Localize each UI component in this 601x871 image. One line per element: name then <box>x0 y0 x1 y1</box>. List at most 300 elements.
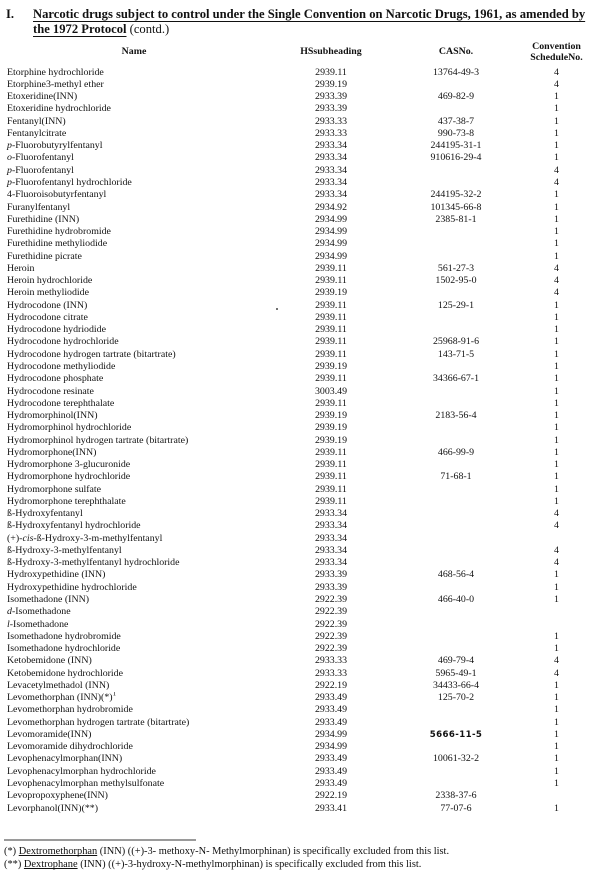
table-row <box>3 226 598 238</box>
cas-no-cell <box>397 435 515 447</box>
hs-subheading-cell: 2933.39 <box>314 581 348 593</box>
schedule-no-cell: 4 <box>554 164 559 176</box>
schedule-no-cell: 4 <box>554 262 559 274</box>
drug-name-cell: Levomoramide dihydrochloride <box>7 741 133 753</box>
hs-subheading-cell: 2934.99 <box>314 741 348 753</box>
table-row <box>3 251 598 263</box>
table-row <box>3 803 598 815</box>
cas-no-cell <box>397 508 515 520</box>
table-row <box>3 103 598 115</box>
hs-subheading-cell: 2933.39 <box>314 91 348 103</box>
footnote <box>4 859 601 871</box>
schedule-no-cell: 1 <box>554 385 559 397</box>
hs-subheading-cell: 2922.39 <box>314 594 348 606</box>
footnote-list <box>4 846 601 871</box>
cas-no-cell <box>397 226 515 238</box>
schedule-no-cell: 4 <box>554 176 559 188</box>
schedule-no-cell: 1 <box>554 643 559 655</box>
drug-name-cell: Levopropoxyphene(INN) <box>7 790 108 802</box>
table-body <box>3 67 598 815</box>
schedule-no-cell: 1 <box>554 250 559 262</box>
table-row <box>3 569 598 581</box>
drug-name-cell: ß-Hydroxy-3-methylfentanyl <box>7 544 122 556</box>
hs-subheading-cell: 2933.49 <box>314 716 348 728</box>
footnote-term: Dextromethorphan <box>18 845 98 857</box>
hs-subheading-cell: 2933.34 <box>314 520 348 532</box>
drug-name-cell: Etoxeridine(INN) <box>7 91 78 103</box>
cas-no-cell <box>397 606 515 618</box>
hs-subheading-cell: 2934.92 <box>314 201 348 213</box>
schedule-no-cell: 1 <box>554 397 559 409</box>
table-row <box>3 594 598 606</box>
cas-no-cell <box>397 79 515 91</box>
hs-subheading-cell: 2939.11 <box>315 262 347 274</box>
column-header-hs-subheading: HSsubheading <box>300 46 362 58</box>
footnote-term: Dextrophane <box>23 858 78 870</box>
cas-no-cell <box>397 545 515 557</box>
hs-subheading-cell: 2939.11 <box>315 483 347 495</box>
drug-name-cell: Hydrocodone hydrochloride <box>7 336 119 348</box>
drug-name-cell: ß-Hydroxy-3-methylfentanyl hydrochloride <box>7 557 180 569</box>
section-numeral: I. <box>6 7 15 21</box>
hs-subheading-cell: 2933.34 <box>314 152 348 164</box>
drug-name-cell: Isomethadone (INN) <box>7 594 89 606</box>
cas-no-cell <box>397 741 515 753</box>
schedule-no-cell: 4 <box>554 508 559 520</box>
drug-name-cell: ß-Hydroxyfentanyl <box>7 508 83 520</box>
cas-no-cell <box>397 631 515 643</box>
schedule-no-cell: 1 <box>554 238 559 250</box>
drug-name-cell: Furethidine (INN) <box>7 213 80 225</box>
drug-name-cell: Hydrocodone (INN) <box>7 299 88 311</box>
schedule-no-cell: 4 <box>554 667 559 679</box>
hs-subheading-cell: 2933.33 <box>314 667 348 679</box>
hs-subheading-cell: 2933.34 <box>314 508 348 520</box>
table-row <box>3 165 598 177</box>
table-row <box>3 140 598 152</box>
cas-no-cell: 1502-95-0 <box>435 275 477 287</box>
drug-name-cell: Levomethorphan hydrogen tartrate (bitartrate) <box>7 716 190 728</box>
schedule-no-cell: 4 <box>554 520 559 532</box>
cas-no-cell <box>397 238 515 250</box>
table-row <box>3 668 598 680</box>
hs-subheading-cell: 2939.19 <box>314 434 348 446</box>
drug-name-cell: Furethidine hydrobromide <box>7 226 111 238</box>
drug-name-cell: d-Isomethadone <box>7 606 71 618</box>
table-row <box>3 557 598 569</box>
schedule-no-cell: 1 <box>554 103 559 115</box>
cas-no-cell: 143-71-5 <box>437 348 475 360</box>
footnotes-section <box>4 839 601 871</box>
hs-subheading-cell: 2933.39 <box>314 103 348 115</box>
cas-no-cell: 466-40-0 <box>437 594 475 606</box>
schedule-no-cell: 4 <box>554 66 559 78</box>
table-row <box>3 214 598 226</box>
drug-name-cell: Etorphine hydrochloride <box>7 66 104 78</box>
table-row <box>3 655 598 667</box>
cas-no-cell: 13764-49-3 <box>432 66 480 78</box>
hs-subheading-cell: 2939.19 <box>314 360 348 372</box>
drug-name-cell: Levomethorphan $(INN)(*)^1$ <box>7 692 117 704</box>
drug-name-cell: Hydrocodone terephthalate <box>7 397 115 409</box>
drug-name-cell: Heroin hydrochloride <box>7 275 93 287</box>
cas-no-cell <box>397 422 515 434</box>
table-row <box>3 373 598 385</box>
column-header-convention-schedule <box>515 41 598 67</box>
table-row <box>3 79 598 91</box>
table-row <box>3 336 598 348</box>
schedule-no-cell: 4 <box>554 544 559 556</box>
schedule-no-cell: 1 <box>554 679 559 691</box>
schedule-no-cell: 4 <box>554 287 559 299</box>
drug-name-cell: Levacetylmethadol (INN) <box>7 679 110 691</box>
hs-subheading-cell: 2922.19 <box>314 790 348 802</box>
cas-no-cell <box>397 251 515 263</box>
drug-name-cell: Fentanylcitrate <box>7 127 67 139</box>
schedule-no-cell: 1 <box>554 115 559 127</box>
table-row <box>3 680 598 692</box>
cas-no-cell: 77-07-6 <box>440 802 472 814</box>
cas-no-cell: 466-99-9 <box>437 446 475 458</box>
table-row <box>3 766 598 778</box>
hs-subheading-cell: 3003.49 <box>314 385 348 397</box>
column-header-cas-no: CASNo. <box>438 46 474 58</box>
hs-subheading-cell: 2933.49 <box>314 765 348 777</box>
drug-name-cell: l-Isomethadone <box>7 618 69 630</box>
footnote <box>4 846 601 859</box>
cas-no-cell: 2385-81-1 <box>435 213 477 225</box>
drug-name-cell: Fentanyl(INN) <box>7 115 66 127</box>
table-row <box>3 91 598 103</box>
schedule-no-cell: 1 <box>554 373 559 385</box>
hs-subheading-cell: 2939.11 <box>315 275 347 287</box>
hs-subheading-cell: 2933.39 <box>314 569 348 581</box>
table-header-row <box>3 41 598 67</box>
cas-no-cell: 469-79-4 <box>437 655 475 667</box>
table-row <box>3 435 598 447</box>
schedule-no-cell: 1 <box>554 753 559 765</box>
drug-name-cell: Hydromorphone terephthalate <box>7 495 126 507</box>
cas-no-cell <box>397 557 515 569</box>
hs-subheading-cell: 2939.11 <box>315 373 347 385</box>
hs-subheading-cell: 2939.11 <box>315 299 347 311</box>
hs-subheading-cell: 2933.34 <box>314 189 348 201</box>
drug-name-cell: Levophenacylmorphan hydrochloride <box>7 765 156 777</box>
table-row <box>3 447 598 459</box>
drug-name-cell: Furethidine picrate <box>7 250 82 262</box>
drug-name-cell: Hydrocodone hydrogen tartrate (bitartrate) <box>7 348 176 360</box>
schedule-no-cell: 1 <box>554 495 559 507</box>
drug-name-cell: Etorphine3-methyl ether <box>7 78 104 90</box>
hs-subheading-cell: 2933.49 <box>314 704 348 716</box>
hs-subheading-cell: 2933.33 <box>314 115 348 127</box>
table-row <box>3 545 598 557</box>
column-header-name: Name <box>121 46 147 58</box>
schedule-no-cell: 1 <box>554 802 559 814</box>
table-row <box>3 67 598 79</box>
hs-subheading-cell: 2934.99 <box>314 213 348 225</box>
cas-no-cell: 5965-49-1 <box>435 667 477 679</box>
drug-name-cell: p-Fluorofentanyl hydrochloride <box>7 176 132 188</box>
speck-artifact <box>276 308 278 310</box>
schedule-no-cell: 1 <box>554 189 559 201</box>
table-row <box>3 582 598 594</box>
cas-no-cell <box>397 778 515 790</box>
cas-no-cell <box>397 398 515 410</box>
table-row <box>3 422 598 434</box>
title-suffix: (contd.) <box>126 22 170 36</box>
cas-no-cell <box>397 312 515 324</box>
schedule-no-cell: 1 <box>554 324 559 336</box>
cas-no-cell: 990-73-8 <box>437 127 475 139</box>
drug-name-cell: ß-Hydroxyfentanyl hydrochloride <box>7 520 141 532</box>
hs-subheading-cell: 2939.19 <box>314 287 348 299</box>
schedule-no-cell: 1 <box>554 226 559 238</box>
cas-no-cell <box>397 165 515 177</box>
schedule-no-cell <box>515 790 598 802</box>
schedule-no-cell: 1 <box>554 765 559 777</box>
hs-subheading-cell: 2933.34 <box>314 532 348 544</box>
document-title <box>0 0 601 37</box>
hs-subheading-cell: 2939.11 <box>315 311 347 323</box>
cas-no-cell: 910616-29-4 <box>430 152 482 164</box>
cas-no-cell: 469-82-9 <box>437 91 475 103</box>
table-row <box>3 606 598 618</box>
hs-subheading-cell: 2939.11 <box>315 397 347 409</box>
schedule-no-cell: 1 <box>554 446 559 458</box>
schedule-no-cell: 1 <box>554 91 559 103</box>
table-row <box>3 741 598 753</box>
hs-subheading-cell: 2939.11 <box>315 459 347 471</box>
cas-no-cell <box>397 582 515 594</box>
hs-subheading-cell: 2922.39 <box>314 618 348 630</box>
schedule-no-cell <box>515 619 598 631</box>
hs-subheading-cell: 2939.11 <box>315 495 347 507</box>
convention-line1: Convention <box>532 41 581 52</box>
table-row <box>3 324 598 336</box>
table-row <box>3 177 598 189</box>
drug-name-cell: Hydromorphinol hydrochloride <box>7 422 132 434</box>
footnote-text: (INN) ((+)-3- methoxy-N- Methylmorphinan) is specifically excluded from this list. <box>97 845 450 857</box>
cas-no-cell <box>397 386 515 398</box>
hs-subheading-cell: 2933.49 <box>314 778 348 789</box>
drug-name-cell: Hydromorphinol hydrogen tartrate (bitartrate) <box>7 434 189 446</box>
drug-name-cell: Furanylfentanyl <box>7 201 71 213</box>
schedule-no-cell: 1 <box>554 483 559 495</box>
schedule-no-cell: 1 <box>554 410 559 422</box>
cas-no-cell <box>397 520 515 532</box>
table-row <box>3 717 598 729</box>
table-row <box>3 238 598 250</box>
schedule-no-cell: 1 <box>554 213 559 225</box>
drug-name-cell: Levophenacylmorphan(INN) <box>7 753 123 765</box>
table-row <box>3 386 598 398</box>
hs-subheading-cell: 2934.99 <box>314 238 348 250</box>
drug-name-cell: (+)-cis-ß-Hydroxy-3-m-methylfentanyl <box>7 532 163 544</box>
hs-subheading-cell: 2933.34 <box>314 140 348 152</box>
drug-name-cell: Furethidine methyliodide <box>7 238 108 250</box>
cas-no-cell <box>397 361 515 373</box>
cas-no-cell: 125-70-2 <box>437 692 475 704</box>
hs-subheading-cell: 2939.11 <box>315 348 347 360</box>
schedule-no-cell: 4 <box>554 275 559 287</box>
schedule-no-cell: 1 <box>554 459 559 471</box>
schedule-no-cell: 1 <box>554 581 559 593</box>
hs-subheading-cell: 2933.34 <box>314 544 348 556</box>
schedule-no-cell: 4 <box>554 78 559 90</box>
hs-subheading-cell: 2922.39 <box>314 630 348 642</box>
schedule-no-cell: 1 <box>554 360 559 372</box>
cas-no-cell <box>397 484 515 496</box>
footnote-rule <box>4 839 196 841</box>
drug-name-cell: p-Fluorobutyrylfentanyl <box>7 140 103 152</box>
table-row <box>3 349 598 361</box>
footnote-marker: (*) <box>4 845 19 857</box>
schedule-no-cell: 1 <box>554 127 559 139</box>
hs-subheading-cell: 2939.19 <box>314 78 348 90</box>
schedule-no-cell: 1 <box>554 778 559 789</box>
hs-subheading-cell: 2933.34 <box>314 176 348 188</box>
table-row <box>3 263 598 275</box>
schedule-no-cell: 1 <box>554 716 559 728</box>
drug-name-cell: Isomethadone hydrobromide <box>7 630 121 642</box>
cas-no-cell: 25968-91-6 <box>432 336 480 348</box>
hs-subheading-cell: 2922.39 <box>314 643 348 655</box>
hs-subheading-cell: 2939.11 <box>315 471 347 483</box>
cas-no-cell: 244195-31-1 <box>430 140 482 152</box>
drug-name-cell: Hydrocodone resinate <box>7 385 94 397</box>
table-row <box>3 533 598 545</box>
footnote-text: (INN) ((+)-3-hydroxy-N-methylmorphinan) is specifically excluded from this list. <box>77 858 422 870</box>
drug-name-cell: Hydromorphone sulfate <box>7 483 102 495</box>
title-main: Narcotic drugs subject to control under the Single Convention on Narcotic Drugs, 1961, as amended by the 1972 Protocol <box>33 7 586 36</box>
hs-subheading-cell: 2933.49 <box>314 753 348 765</box>
drug-name-cell: Hydroxypethidine (INN) <box>7 569 106 581</box>
cas-no-cell <box>397 103 515 115</box>
table-row <box>3 128 598 140</box>
cas-no-cell <box>397 177 515 189</box>
drug-name-cell: Hydromorphinol(INN) <box>7 410 98 422</box>
drug-name-cell: Levomethorphan hydrobromide <box>7 704 133 716</box>
table-row <box>3 361 598 373</box>
table-row <box>3 410 598 422</box>
hs-subheading-cell: 2939.11 <box>315 446 347 458</box>
table-row <box>3 753 598 765</box>
hs-subheading-cell: 2933.41 <box>314 802 348 814</box>
drug-name-cell: Heroin <box>7 262 35 274</box>
hs-subheading-cell: 2933.34 <box>314 557 348 569</box>
table-row <box>3 116 598 128</box>
schedule-no-cell: 1 <box>554 311 559 323</box>
cas-no-cell <box>397 643 515 655</box>
hs-subheading-cell: 2939.19 <box>314 422 348 434</box>
cas-no-cell: 10061-32-2 <box>432 753 480 765</box>
hs-subheading-cell: 2934.99 <box>314 728 348 740</box>
cas-no-cell <box>397 533 515 545</box>
schedule-no-cell <box>515 606 598 618</box>
table-row <box>3 692 598 704</box>
drug-name-cell: Levorphanol(INN)(**) <box>7 802 99 814</box>
schedule-no-cell: 1 <box>554 434 559 446</box>
table-row <box>3 312 598 324</box>
table-row <box>3 202 598 214</box>
drug-name-cell: Etoxeridine hydrochloride <box>7 103 111 115</box>
cas-no-cell: 71-68-1 <box>440 471 472 483</box>
table-row <box>3 459 598 471</box>
cas-no-cell <box>397 766 515 778</box>
hs-subheading-cell: 2939.11 <box>315 66 347 78</box>
hs-subheading-cell: 2933.33 <box>314 127 348 139</box>
drug-name-cell: Levomoramide(INN) <box>7 728 92 740</box>
cas-no-cell: 468-56-4 <box>437 569 475 581</box>
cas-no-cell: 34366-67-1 <box>432 373 480 385</box>
hs-subheading-cell: 2939.11 <box>315 336 347 348</box>
schedule-no-cell: 1 <box>554 201 559 213</box>
drug-name-cell: Hydrocodone citrate <box>7 311 88 323</box>
table-row <box>3 778 598 790</box>
schedule-no-cell: 1 <box>554 422 559 434</box>
cas-no-cell: 5666-11-5 <box>429 729 483 740</box>
table-row <box>3 704 598 716</box>
cas-no-cell: 2338-37-6 <box>435 790 477 802</box>
cas-no-cell <box>397 459 515 471</box>
hs-subheading-cell: 2939.19 <box>314 410 348 422</box>
cas-no-cell <box>397 717 515 729</box>
cas-no-cell <box>397 324 515 336</box>
drug-name-cell: Hydrocodone hydriodide <box>7 324 107 336</box>
schedule-no-cell: 1 <box>554 630 559 642</box>
drug-name-cell: Hydromorphone hydrochloride <box>7 471 131 483</box>
drug-name-cell: Hydroxypethidine hydrochloride <box>7 581 137 593</box>
schedule-no-cell: 1 <box>554 471 559 483</box>
table-row <box>3 275 598 287</box>
table-row <box>3 398 598 410</box>
cas-no-cell: 34433-66-4 <box>432 679 480 691</box>
hs-subheading-cell: 2934.99 <box>314 250 348 262</box>
table-row <box>3 496 598 508</box>
schedule-no-cell: 4 <box>554 655 559 667</box>
table-row <box>3 631 598 643</box>
narcotics-table <box>3 41 598 815</box>
drug-name-cell: Hydrocodone phosphate <box>7 373 104 385</box>
cas-no-cell: 125-29-1 <box>437 299 475 311</box>
schedule-no-cell: 1 <box>554 140 559 152</box>
cas-no-cell: 2183-56-4 <box>435 410 477 422</box>
cas-no-cell: 101345-66-8 <box>430 201 482 213</box>
drug-name-cell: Hydromorphone 3-glucuronide <box>7 459 131 471</box>
table-row <box>3 471 598 483</box>
table-row <box>3 619 598 631</box>
drug-name-cell: p-Fluorofentanyl <box>7 164 74 176</box>
hs-subheading-cell: 2922.39 <box>314 606 348 618</box>
schedule-no-cell: 1 <box>554 728 559 740</box>
drug-name-cell: Hydromorphone(INN) <box>7 446 97 458</box>
table-row <box>3 287 598 299</box>
title-text <box>33 7 596 37</box>
cas-no-cell <box>397 496 515 508</box>
hs-subheading-cell: 2922.19 <box>314 679 348 691</box>
cas-no-cell: 437-38-7 <box>437 115 475 127</box>
drug-name-cell: 4-Fluoroisobutyrfentanyl <box>7 189 107 201</box>
hs-subheading-cell: 2933.49 <box>314 692 348 704</box>
schedule-no-cell <box>515 533 598 545</box>
convention-line2: ScheduleNo. <box>530 51 583 63</box>
schedule-no-cell: 4 <box>554 557 559 569</box>
schedule-no-cell: 1 <box>554 704 559 716</box>
drug-name-cell: Ketobemidone (INN) <box>7 655 92 667</box>
schedule-no-cell: 1 <box>554 336 559 348</box>
hs-subheading-cell: 2933.33 <box>314 655 348 667</box>
